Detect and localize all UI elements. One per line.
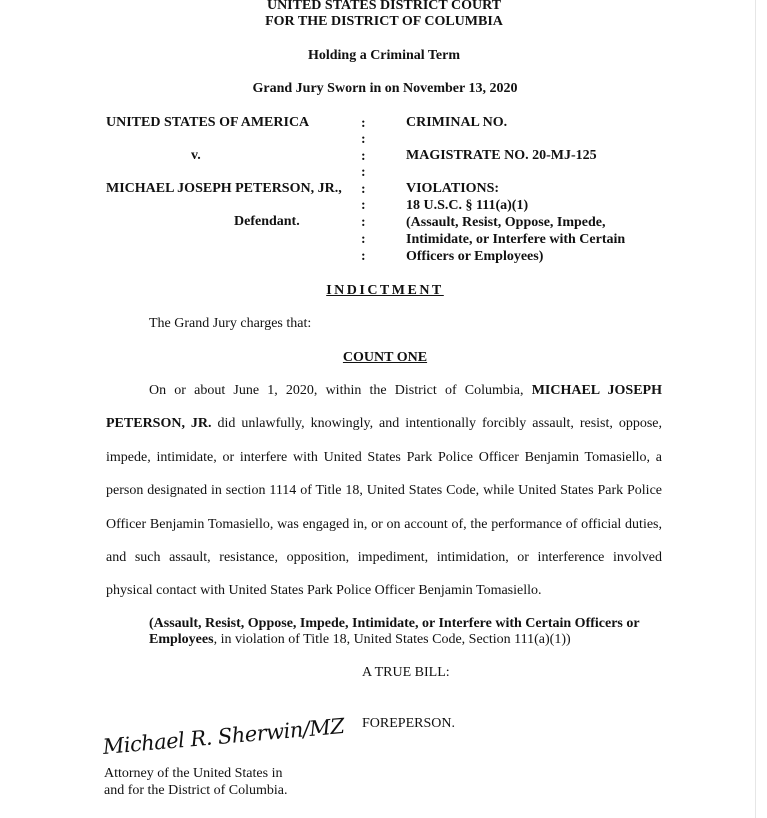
caption-colon: : (361, 116, 366, 131)
charge-bold-text: Employees (149, 632, 214, 647)
magistrate-number: MAGISTRATE NO. 20-MJ-125 (406, 148, 597, 163)
count-body-line-5: Officer Benjamin Tomasiello, was engaged in, or on account of, the performance of official duties, (106, 517, 662, 532)
charge-statute-text: , in violation of Title 18, United States Code, Section 111(a)(1)) (213, 632, 571, 647)
caption-colon: : (361, 198, 366, 213)
criminal-term: Holding a Criminal Term (307, 48, 461, 63)
violation-description-3: Officers or Employees) (406, 249, 544, 264)
count-body-line-7: physical contact with United States Park Police Officer Benjamin Tomasiello. (106, 583, 542, 598)
defendant-name-inline: MICHAEL JOSEPH (531, 383, 662, 398)
attorney-title-line2: and for the District of Columbia. (104, 783, 288, 798)
count-body-line-3: impede, intimidate, or interfere with United States Park Police Officer Benjamin Tomasiello, a (106, 450, 662, 465)
defendant-label: Defendant. (234, 214, 300, 229)
violation-description-1: (Assault, Resist, Oppose, Impede, (406, 215, 606, 230)
caption-colon: : (361, 165, 366, 180)
grand-jury-sworn: Grand Jury Sworn in on November 13, 2020 (252, 81, 518, 96)
court-name-line2: FOR THE DISTRICT OF COLUMBIA (265, 14, 503, 29)
indictment-heading: INDICTMENT (326, 283, 444, 298)
attorney-title-line1: Attorney of the United States in (104, 766, 283, 781)
count-body-line-1 (149, 383, 662, 399)
caption-colon: : (361, 182, 366, 197)
count-body-line-6: and such assault, resistance, opposition, impediment, intimidation, or interference involved (106, 550, 662, 565)
defendant-name-inline: PETERSON, JR. (106, 416, 212, 431)
versus: v. (191, 148, 201, 163)
charge-description-2 (149, 632, 571, 648)
caption-colon: : (361, 132, 366, 147)
violations-label: VIOLATIONS: (406, 181, 500, 196)
caption-colon: : (361, 249, 366, 264)
violation-statute: 18 U.S.C. § 111(a)(1) (406, 198, 529, 213)
foreperson-label: FOREPERSON. (362, 716, 455, 731)
count-body-text: On or about June 1, 2020, within the District of Columbia, (149, 383, 524, 398)
count-body-line-4: person designated in section 1114 of Title 18, United States Code, while United States Park Police (106, 483, 662, 498)
caption-colon: : (361, 149, 366, 164)
charge-description-1: (Assault, Resist, Oppose, Impede, Intimidate, or Interfere with Certain Officers or (149, 616, 640, 631)
page-edge-line (755, 0, 756, 818)
criminal-number: CRIMINAL NO. (406, 115, 508, 130)
count-body-text: did unlawfully, knowingly, and intentionally forcibly assault, resist, oppose, (217, 416, 662, 431)
grand-jury-charges: The Grand Jury charges that: (149, 316, 312, 331)
violation-description-2: Intimidate, or Interfere with Certain (406, 232, 626, 247)
count-body-line-2 (106, 416, 662, 432)
court-name-line1: UNITED STATES DISTRICT COURT (266, 0, 502, 13)
caption-colon: : (361, 215, 366, 230)
true-bill: A TRUE BILL: (362, 665, 450, 680)
attorney-signature: Michael R. Sherwin/MZ (101, 713, 346, 760)
caption-colon: : (361, 232, 366, 247)
plaintiff-name: UNITED STATES OF AMERICA (106, 115, 310, 130)
defendant-name: MICHAEL JOSEPH PETERSON, JR., (106, 181, 342, 196)
count-one-heading: COUNT ONE (342, 350, 428, 365)
